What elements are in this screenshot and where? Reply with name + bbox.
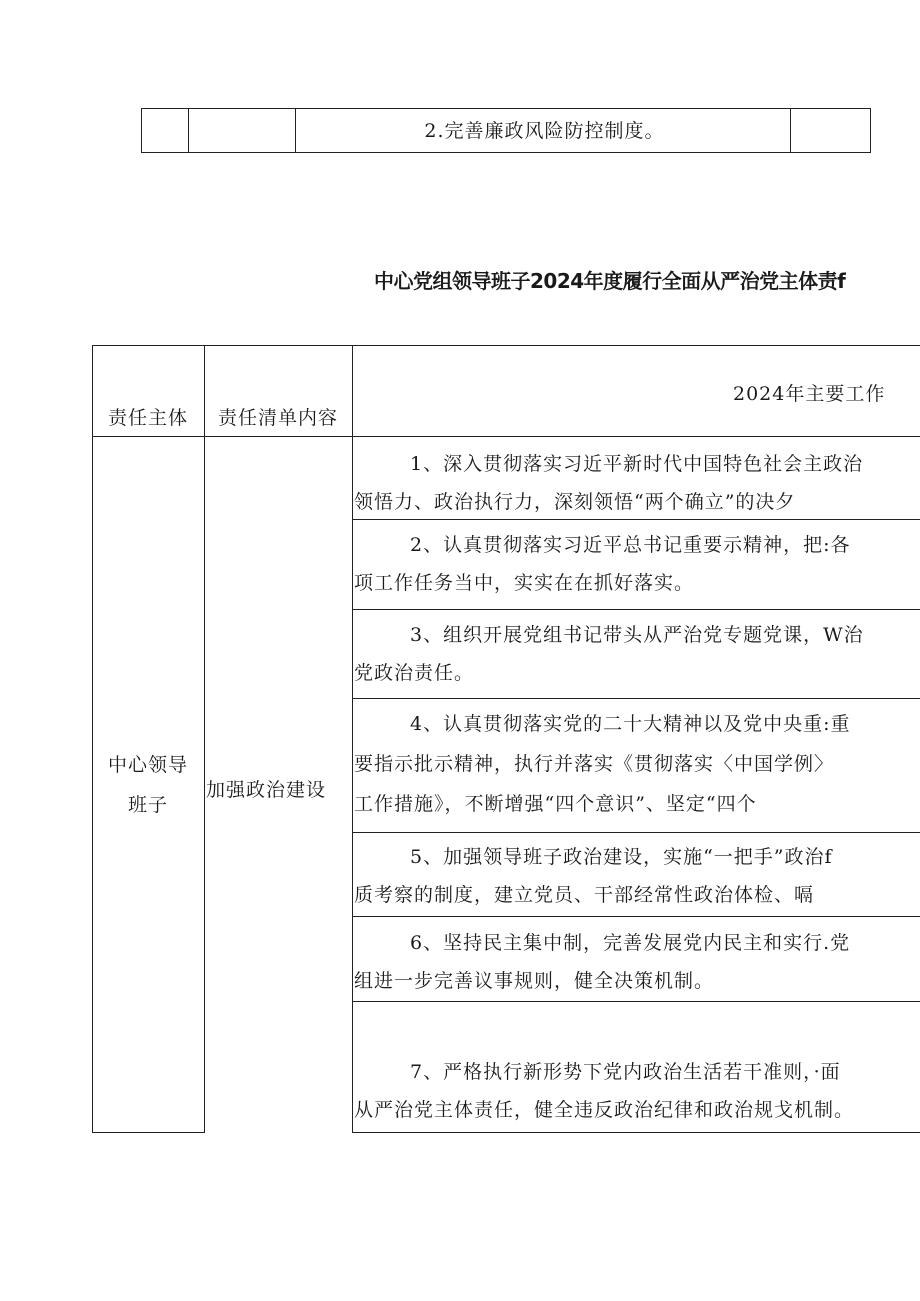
responsibility-table xyxy=(92,345,920,1133)
work-item-line: 4、认真贯彻落实党的二十大精神以及党中央重:重 xyxy=(410,713,851,735)
table-divider xyxy=(188,109,189,152)
subject-cell xyxy=(92,750,204,820)
row-divider xyxy=(352,832,920,833)
subject-line: 中心领导 xyxy=(107,754,188,776)
table-border-bottom xyxy=(352,1132,920,1133)
content-cell: 加强政治建设 xyxy=(206,779,327,801)
work-item-line: 6、坚持民主集中制，完善发展党内民主和实行.党 xyxy=(410,932,851,954)
work-item-line: 党政治责任。 xyxy=(354,662,475,684)
work-item-line: 要指示批示精神，执行并落实《贯彻落实〈中国学例〉 xyxy=(354,753,835,775)
work-item-line: 5、加强领导班子政治建设，实施“一把手”政治f xyxy=(410,846,833,868)
work-item-line: 项工作任务当中，实实在在抓好落实。 xyxy=(354,572,695,594)
table-column-divider xyxy=(352,345,353,1133)
work-item-line: 1、深入贯彻落实习近平新时代中国特色社会主政治 xyxy=(410,453,864,475)
work-item xyxy=(354,1053,854,1129)
work-item xyxy=(354,616,864,692)
subject-line: 班子 xyxy=(127,794,168,816)
row-divider xyxy=(352,1001,920,1002)
table-column-divider xyxy=(204,345,205,1133)
work-item-line: 组进一步完善议事规则，健全决策机制。 xyxy=(354,970,715,992)
table-border-bottom xyxy=(92,1132,205,1133)
work-item-line: 工作措施》，不断增强“四个意识”、坚定“四个 xyxy=(354,793,757,815)
work-item-line: 领悟力、政治执行力，深刻领悟“两个确立”的决夕 xyxy=(354,491,796,513)
row-divider xyxy=(352,698,920,699)
document-title: 中心党组领导班子2024年度履行全面从严治党主体责f xyxy=(374,269,846,293)
header-content: 责任清单内容 xyxy=(217,407,338,429)
work-item xyxy=(354,924,850,1000)
table-divider xyxy=(295,109,296,152)
header-main-work: 2024年主要工作 xyxy=(733,383,886,405)
work-item-line: 7、严格执行新形势下党内政治生活若干准则，·面 xyxy=(410,1061,841,1083)
work-item xyxy=(354,526,851,602)
table-border-top xyxy=(92,345,920,346)
header-divider xyxy=(92,436,920,437)
continuation-item-text: 2.完善廉政风险防控制度。 xyxy=(424,120,665,142)
table-border-left xyxy=(92,345,93,1133)
work-item xyxy=(354,838,833,914)
work-item-line: 2、认真贯彻落实习近平总书记重要示精神，把:各 xyxy=(410,534,851,556)
work-item-line: 从严治党主体责任，健全违反政治纪律和政治规戈机制。 xyxy=(354,1099,855,1121)
row-divider xyxy=(352,916,920,917)
work-item-line: 3、组织开展党组书记带头从严治党专题党课，W治 xyxy=(410,624,864,646)
work-item-line: 质考察的制度，建立党员、干部经常性政治体检、嗝 xyxy=(354,884,815,906)
row-divider xyxy=(352,609,920,610)
header-subject: 责任主体 xyxy=(107,407,188,429)
work-item xyxy=(354,704,851,824)
continuation-table xyxy=(141,108,871,153)
work-item xyxy=(354,445,863,521)
